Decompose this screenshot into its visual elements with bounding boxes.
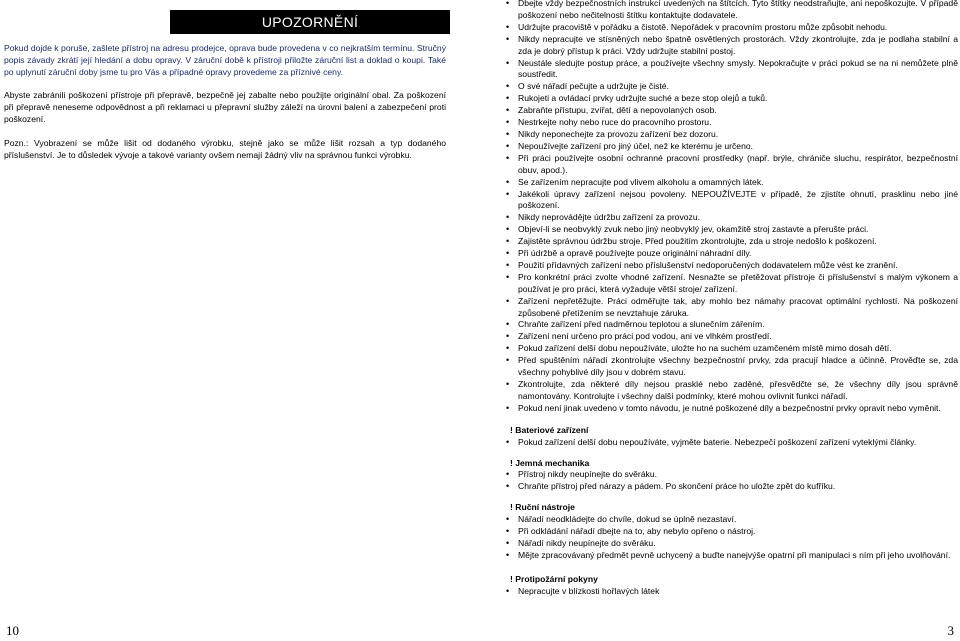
list-item: • Přístroj nikdy neupínejte do svěráku.: [498, 469, 960, 481]
hand-tools-list: [498, 514, 960, 562]
fire-section: [498, 574, 960, 598]
fire-list: [498, 586, 960, 598]
list-item: • Jakékoli úpravy zařízení nejsou povoleny. NEPOUŽÍVEJTE v případě, že zjistíte ohnutí, prasklinu nebo jiné poškození.: [498, 189, 960, 213]
transport-paragraph: Abyste zabránili poškození přístroje při přepravě, bezpečně jej zabalte nebo použijte originální obal. Za poškození při přepravě neneseme odpovědnost a při reklamaci u přepravní služby záleží na úrovni balení a zabezpečení proti poškození.: [4, 90, 446, 124]
list-item: • Nepoužívejte zařízení pro jiný účel, než ke kterému je určeno.: [498, 141, 960, 153]
list-item: • Objeví-li se neobvyklý zvuk nebo jiný neobvyklý jev, okamžitě stroj zastavte a přerušte práci.: [498, 224, 960, 236]
list-item: • Nepracujte v blízkosti hořlavých látek: [498, 586, 960, 598]
list-item: • Při odkládání nářadí dbejte na to, aby nebylo opřeno o nástroj.: [498, 526, 960, 538]
list-item: • Nestrkejte nohy nebo ruce do pracovního prostoru.: [498, 117, 960, 129]
list-item: • Pokud není jinak uvedeno v tomto návodu, je nutné poškozené díly a bezpečnostní prvky opravit nebo vyměnit.: [498, 403, 960, 415]
hand-tools-title: ! Ruční nástroje: [510, 502, 575, 513]
fine-mechanics-title: ! Jemná mechanika: [510, 457, 590, 468]
list-item: • Pro konkrétní práci zvolte vhodné zařízení. Nesnažte se přetěžovat přístroje či příslušenství s malým výkonem a používat je pro práci, která vyžaduje větší stroje/ zařízení.: [498, 272, 960, 296]
list-item: • Nikdy nepracujte ve stísněných nebo špatně osvětlených prostorách. Vždy zkontrolujte, zda je podlaha stabilní a zda je dobrý přístup k práci. Vždy udržujte stabilní postoj.: [498, 34, 960, 58]
list-item: • Se zařízením nepracujte pod vlivem alkoholu a omamných látek.: [498, 177, 960, 189]
list-item: • Zařízení není určeno pro práci pod vodou, ani ve vlhkém prostředí.: [498, 331, 960, 343]
list-item: • Nářadí neodkládejte do chvíle, dokud se úplně nezastaví.: [498, 514, 960, 526]
list-item: • Rukojeti a ovládací prvky udržujte suché a beze stop olejů a tuků.: [498, 93, 960, 105]
list-item: • Chraňte přístroj před nárazy a pádem. Po skončení práce ho uložte zpět do kufříku.: [498, 481, 960, 493]
list-item: • Zkontrolujte, zda některé díly nejsou prasklé nebo zaděné, přesvědčte se, že všechny díly jsou správně namontovány. Kontrolujte i všechny další podmínky, které mohou ovlivnit funkci nářadí.: [498, 379, 960, 403]
battery-section: [498, 425, 960, 449]
right-column: [498, 0, 960, 598]
list-item: • Použití přídavných zařízení nebo příslušenství nedoporučených dodavatelem může vést ke zranění.: [498, 260, 960, 272]
battery-list: [498, 437, 960, 449]
fire-title: ! Protipožární pokyny: [510, 573, 598, 584]
page-number-right: 3: [947, 623, 954, 638]
list-item: • O své nářadí pečujte a udržujte je čisté.: [498, 81, 960, 93]
list-item: • Při údržbě a opravě používejte pouze originální náhradní díly.: [498, 248, 960, 260]
note-paragraph: Pozn.: Vyobrazení se může lišit od dodaného výrobku, stejně jako se může lišit rozsah a typ dodaného příslušenství. Je to důsledek vývoje a takové varianty ovšem nemají žádný vliv na správnou funkci výrobku.: [4, 137, 446, 160]
list-item: • Zabraňte přístupu, zvířat, dětí a nepovolaných osob.: [498, 105, 960, 117]
list-item: • Dbejte vždy bezpečnostních instrukcí uvedených na štítcích. Tyto štítky neodstraňujte, ani nepoškozujte. V případě poškození nebo nečitelnosti štítku kontaktujte dodavatele.: [498, 0, 960, 22]
general-safety-list: [498, 0, 960, 415]
list-item: • Neustále sledujte postup práce, a používejte všechny smysly. Nepokračujte v práci pokud se na ni nemůžete plně soustředit.: [498, 58, 960, 82]
list-item: • Nikdy neponechejte za provozu zařízení bez dozoru.: [498, 129, 960, 141]
left-column: [0, 0, 450, 161]
list-item: • Před spuštěním nářadí zkontrolujte všechny bezpečnostní prvky, zda pracují hladce a účinně. Prověďte se, zda všechny pohyblivé díly jsou v dobrém stavu.: [498, 355, 960, 379]
warning-title: UPOZORNĚNÍ: [170, 10, 450, 34]
list-item: • Při práci používejte osobní ochranné pracovní prostředky (např. brýle, chrániče sluchu, respirátor, bezpečnostní obuv, apod.).: [498, 153, 960, 177]
page-number-left: 10: [6, 623, 19, 638]
list-item: • Nikdy neprovádějte údržbu zařízení za provozu.: [498, 212, 960, 224]
list-item: • Chraňte zařízení před nadměrnou teplotou a slunečním zářením.: [498, 319, 960, 331]
list-item: • Zajistěte správnou údržbu stroje. Před použitím zkontrolujte, zda u stroje nedošlo k poškození.: [498, 236, 960, 248]
list-item: • Zařízení nepřetěžujte. Práci odměřujte tak, aby mohlo bez námahy pracovat optimální rychlostí. Na poškození způsobené přetížením se nevztahuje záruka.: [498, 296, 960, 320]
list-item: • Pokud zařízení delší dobu nepoužíváte, uložte ho na suchém uzamčeném místě mimo dosah dětí.: [498, 343, 960, 355]
repair-paragraph: Pokud dojde k poruše, zašlete přístroj na adresu prodejce, oprava bude provedena v co nejkratším termínu. Stručný popis závady zkrátí její hledání a dobu opravy. V záruční době k přístroji přiložte záruční list a doklad o koupi. Také po uplynutí záruční doby jsme tu pro Vás a případné opravy provedeme za příznivé ceny.: [4, 43, 446, 77]
battery-title: ! Bateriové zařízení: [510, 424, 589, 435]
fine-mechanics-section: [498, 458, 960, 494]
hand-tools-section: [498, 502, 960, 562]
list-item: • Nářadí nikdy neupínejte do svěráku.: [498, 538, 960, 550]
fine-mechanics-list: [498, 469, 960, 493]
list-item: • Udržujte pracoviště v pořádku a čistotě. Nepořádek v pracovním prostoru může způsobit nehodu.: [498, 22, 960, 34]
list-item: • Mějte zpracovávaný předmět pevně uchycený a buďte nanejvýše opatrní při manipulaci s ním při jeho uvolňování.: [498, 550, 960, 562]
list-item: • Pokud zařízení delší dobu nepoužíváte, vyjměte baterie. Nebezpečí poškození zařízení vyteklými články.: [498, 437, 960, 449]
